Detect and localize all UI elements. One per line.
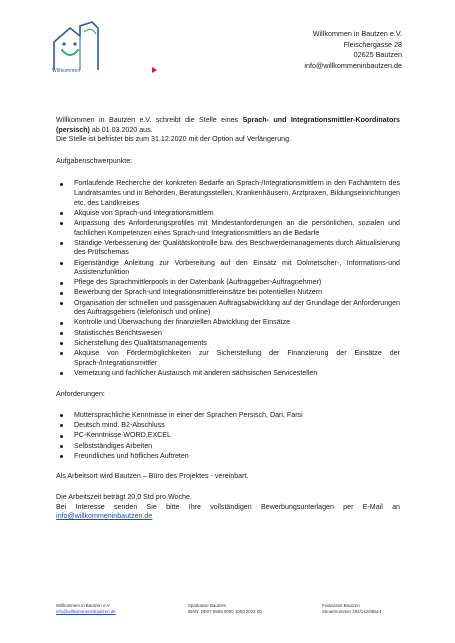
list-item: Akquise von Fördermöglichkeiten zur Sicherstellung der Finanzierung der Einsätze der Sprach-/Integrationsmittler <box>56 349 400 368</box>
footer-iban: IBAN: DE07 8555 0000 1000 2022 00 <box>188 609 262 614</box>
list-item: Sicherstellung des Qualitätsmanagements <box>56 339 400 349</box>
list-item: Ständige Verbesserung der Qualitätskontrolle bzw. des Beschwerdemanagements durch Aktualisierung des Prüfschemas <box>56 239 400 258</box>
list-item: Statistisches Berichtswesen <box>56 329 400 339</box>
list-item: Muttersprachliche Kenntnisse in einer der Sprachen Persisch, Dari, Farsi <box>56 411 400 421</box>
list-item: Fortlaufende Recherche der konkreten Bedarfe an Sprach-/Integrationsmittlern in den Fachämtern des Landratsamtes und in Behörden, Beratungsstellen, Krankenhäusern, Arztpraxen, Bildungseinrichtungen etc. des Landkreises <box>56 179 400 208</box>
address-email[interactable]: info@willkommeninbautzen.de <box>304 60 402 70</box>
list-item: Freundliches und höfliches Auftreten <box>56 452 400 462</box>
list-item: PC-Kenntnisse WORD,EXCEL <box>56 431 400 441</box>
list-item: Eigenständige Anleitung zur Vorbereitung auf den Einsatz mit Dolmetscher-, Informations-und Assistenzfunktion <box>56 259 400 278</box>
list-item: Bewerbung der Sprach-und Integrationsmittlereinsätze bei potentiellen Nutzern <box>56 288 400 298</box>
footer-email-link[interactable]: info@willkommeninbautzen.de <box>56 609 116 614</box>
list-item: Vernetzung und fachlicher Austausch mit anderen sächsischen Servicestellen <box>56 369 400 379</box>
address-name: Willkommen in Bautzen e.V. <box>312 29 402 38</box>
apply-text: Bei Interesse senden Sie bitte Ihre vollständigen Bewerbungsunterlagen per E-Mail an <box>56 502 400 511</box>
intro-text-2: ab 01.03.2020 aus. <box>89 125 153 134</box>
workplace-text: Als Arbeitsort wird Bautzen – Büro des Projektes - vereinbart. <box>56 472 249 481</box>
list-item: Selbstständiges Arbeiten <box>56 442 400 452</box>
intro-text-3: Die Stelle ist befristet bis zum 31.12.2020 mit der Option auf Verlängerung. <box>56 135 292 144</box>
apply-email-link[interactable]: info@willkommeninbautzen.de <box>56 512 153 521</box>
list-item: Organisation der schnellen und passgenauen Auftragsabwicklung auf der Grundlage der Anforderungen des Auftragsgebers (telefonisch und online) <box>56 299 400 318</box>
list-item: Pflege des Sprachmittlerpools in der Datenbank (Auftraggeber-Auftragnehmer) <box>56 278 400 288</box>
footer-tax-number: Steuernummer 204/142/08514 <box>322 609 382 614</box>
list-item: Anpassung des Anforderungsprofiles mit Mindestanforderungen an die persönlichen, sozialen und fachlichen Kompetenzen eines Sprach-und Integrationsmittlers an die Bedarfe <box>56 219 400 238</box>
hours-text: Die Arbeitszeit beträgt 20,0 Std pro Woche. <box>56 492 192 501</box>
apply-paragraph <box>56 503 400 522</box>
intro-text-1: Willkommen in Bautzen e.V. schreibt die Stelle eines <box>56 116 243 124</box>
address-street: Fleischergasse 28 <box>343 39 402 49</box>
list-item: Akquise von Sprach-und Integrationsmittlern <box>56 209 400 219</box>
list-item: Kontrolle und Überwachung der finanziellen Abwicklung der Einsätze <box>56 318 400 328</box>
sender-address <box>304 29 402 71</box>
footer-org-name: Willkommen in Bautzen e.V. <box>56 603 111 608</box>
footer-bank-name: Sparkasse Bautzen <box>188 603 227 608</box>
letter-body <box>56 116 400 522</box>
position-title: Sprach- und Integrationsmittler-Koordinators (persisch) <box>56 116 400 134</box>
footer-tax-office: Finanzamt Bautzen <box>322 603 360 608</box>
requirements-heading: Anforderungen: <box>56 390 105 399</box>
tasks-heading: Aufgabenschwerpunkte: <box>56 156 133 165</box>
intro-paragraph <box>56 116 400 145</box>
footer-column-org <box>56 603 116 615</box>
logo-text: Willkommen <box>52 68 81 74</box>
address-city: 02625 Bautzen <box>353 50 402 60</box>
footer-column-tax <box>322 603 382 615</box>
requirements-list <box>56 411 400 461</box>
red-arrow-icon <box>152 67 157 73</box>
list-item: Deutsch mind. B2-Abschluss <box>56 421 400 431</box>
tasks-list <box>56 179 400 378</box>
footer-column-bank <box>188 603 262 615</box>
